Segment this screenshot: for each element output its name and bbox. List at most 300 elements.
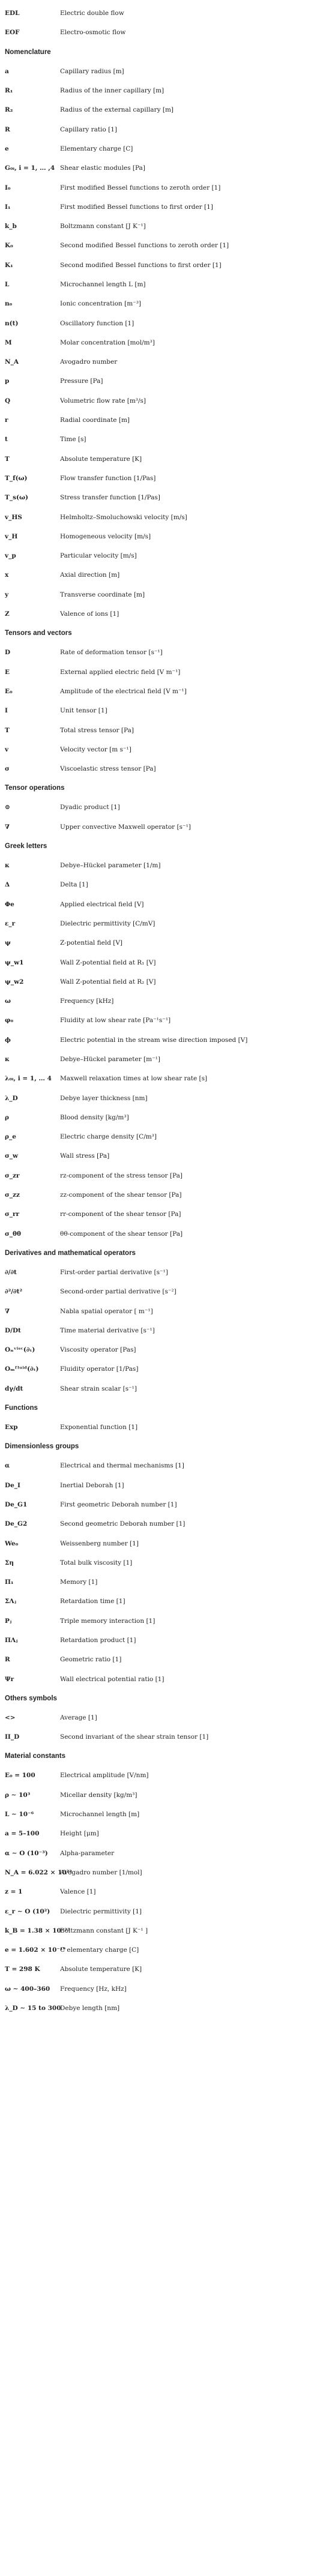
symbol: R₁ [5,87,13,95]
symbol: n₀ [5,300,13,308]
description: Stress transfer function [1/Pas] [60,494,160,502]
description: Wall electrical potential ratio [1] [60,1675,164,1683]
nomenclature-row [5,23,330,42]
nomenclature-row [5,817,330,837]
symbol: Pⱼ [5,1617,12,1625]
nomenclature-row [5,875,330,894]
symbol: ρ_e [5,1133,16,1141]
description: Dielectric permittivity [1] [60,1907,142,1915]
description: rz-component of the stress tensor [Pa] [60,1172,183,1179]
nomenclature-row [5,1844,330,1863]
nomenclature-row [5,100,330,119]
nomenclature-row [5,643,330,662]
description: Second modified Bessel functions to first order [1] [60,261,222,269]
section-title: Functions [5,1404,38,1412]
nomenclature-row [5,1088,330,1107]
section-title: Nomenclature [5,48,51,56]
symbol: G₀ᵢ, i = 1, … ,4 [5,164,55,172]
symbol: ψ [5,939,11,947]
symbol: k_B = 1.38 × 10⁻²³ [5,1927,70,1934]
symbol: T [5,455,10,463]
section [5,43,330,624]
nomenclature-row [5,352,330,372]
symbol: ∂²/∂t² [5,1288,23,1296]
symbol: ϕ [5,1036,11,1044]
nomenclature-row [5,178,330,197]
symbol: a = 5–100 [5,1830,40,1838]
symbol: σ_zr [5,1172,20,1179]
symbol: II_D [5,1733,20,1741]
description: Frequency [Hz, kHz] [60,1985,127,1993]
symbol: ρ [5,1113,9,1121]
nomenclature-row [5,1514,330,1533]
symbol: α [5,1462,10,1470]
symbol: ∇ [5,1307,10,1315]
description: Time material derivative [s⁻¹] [60,1326,155,1334]
description: Maxwell relaxation times at low shear rate [s] [60,1075,208,1083]
description: zz-component of the shear tensor [Pa] [60,1191,182,1199]
symbol: Ψr [5,1675,14,1683]
nomenclature-row [5,914,330,933]
nomenclature-row [5,1031,330,1050]
description: Debye length [nm] [60,2005,120,2012]
symbol: R₂ [5,106,13,114]
symbol: L [5,281,10,288]
description: Nabla spatial operator [ m⁻¹] [60,1307,153,1315]
description: Capillary radius [m] [60,67,124,75]
symbol: We₀ [5,1539,19,1547]
symbol: T_s(ω) [5,494,28,502]
symbol: E₀ [5,687,13,695]
nomenclature-row [5,62,330,81]
symbol: κ [5,862,10,870]
description: Electrical and thermal mechanisms [1] [60,1462,184,1470]
nomenclature-row [5,1612,330,1631]
description: Fluidity at low shear rate [Pa⁻¹s⁻¹] [60,1017,171,1025]
description: Valence of ions [1] [60,610,119,618]
symbol: ⊙ [5,804,10,811]
description: Avogadro number [60,358,118,366]
nomenclature-row [5,740,330,759]
symbol: ε_r ∼ O (10²) [5,1907,50,1915]
description: Elementary charge [C] [60,145,133,152]
symbol: N_A = 6.022 × 10²³ [5,1868,72,1876]
symbol: I₀ [5,184,11,191]
symbol: K₁ [5,261,13,269]
nomenclature-row [5,1127,330,1146]
description: Oscillatory function [1] [60,319,134,327]
nomenclature-row [5,1882,330,1901]
nomenclature-row [5,372,330,391]
description: Triple memory interaction [1] [60,1617,155,1625]
symbol: λ_D ∼ 15 to 300 [5,2005,61,2012]
section [5,1437,330,1689]
nomenclature-row [5,1185,330,1205]
description: Electric double flow [60,10,124,17]
symbol: σ_zz [5,1191,20,1199]
symbol: T [5,726,10,734]
description: Boltzmann constant [J K⁻¹ ] [60,1927,148,1934]
nomenclature-row [5,798,330,817]
symbol: <> [5,1714,16,1721]
nomenclature-row [5,1901,330,1921]
symbol: Π₁ [5,1578,14,1586]
description: Viscosity operator [Pas] [60,1346,136,1354]
nomenclature-row [5,450,330,469]
nomenclature-row [5,565,330,585]
section-title: Greek letters [5,842,47,850]
nomenclature-row [5,507,330,526]
description: Axial direction [m] [60,571,120,579]
description: Wall Z-potential field at R₁ [V] [60,958,156,966]
symbol: v_HS [5,513,22,521]
nomenclature-row [5,1592,330,1611]
nomenclature-row [5,992,330,1011]
symbol: κ [5,1055,10,1063]
symbol: σ_rr [5,1211,20,1218]
nomenclature-row [5,1301,330,1320]
symbol: Exp [5,1424,18,1431]
description: Electro-osmotic flow [60,29,126,37]
description: Memory [1] [60,1578,98,1586]
nomenclature-row [5,1011,330,1030]
nomenclature-row [5,972,330,992]
nomenclature-row [5,1069,330,1088]
symbol: x [5,571,9,579]
description: Absolute temperature [K] [60,455,142,463]
section-title: Tensors and vectors [5,630,72,637]
symbol: k_b [5,223,17,230]
symbol: σ_θθ [5,1230,21,1238]
section [5,624,330,778]
symbol: σ [5,765,10,773]
nomenclature-row [5,313,330,333]
nomenclature-row [5,488,330,507]
description: Second-order partial derivative [s⁻²] [60,1288,177,1296]
description: Electric charge density [C/m³] [60,1133,157,1141]
symbol: I [5,707,8,715]
nomenclature-row [5,1321,330,1340]
symbol: ω [5,998,11,1005]
description: Avogadro number [1/mol] [60,1868,142,1876]
nomenclature-row [5,1669,330,1688]
symbol: v_H [5,532,18,540]
description: First modified Bessel functions to first order [1] [60,203,213,211]
nomenclature-row [5,1921,330,1940]
description: Debye–Hückel parameter [1/m] [60,862,161,870]
nomenclature-row [5,1572,330,1592]
symbol: Δ [5,881,10,889]
description: Pressure [Pa] [60,378,103,385]
section [5,837,330,1244]
nomenclature-row [5,294,330,313]
nomenclature-row [5,430,330,449]
nomenclature-row [5,1960,330,1979]
symbol: σ_w [5,1152,19,1160]
symbol: y [5,591,9,598]
description: Microchannel length L [m] [60,281,146,288]
nomenclature-row [5,1224,330,1244]
symbol: e [5,145,9,152]
nomenclature-row [5,1359,330,1379]
symbol: R [5,125,10,133]
symbol: v_p [5,552,16,560]
description: rr-component of the shear tensor [Pa] [60,1211,181,1218]
nomenclature-row [5,1979,330,1999]
nomenclature-row [5,1727,330,1747]
nomenclature-row [5,139,330,158]
nomenclature-row [5,527,330,546]
nomenclature-row [5,1863,330,1882]
symbol: T_f(ω) [5,474,28,482]
nomenclature-row [5,1553,330,1572]
nomenclature-row [5,1824,330,1843]
description: Delta [1] [60,881,88,889]
nomenclature-row [5,81,330,100]
nomenclature-row [5,894,330,913]
description: Exponential function [1] [60,1424,138,1431]
nomenclature-row [5,469,330,488]
description: Capillary ratio [1] [60,125,118,133]
section [5,778,330,837]
section-title: Dimensionless groups [5,1443,79,1451]
nomenclature-row [5,1999,330,2018]
symbol: EDL [5,10,20,17]
description: Wall stress [Pa] [60,1152,110,1160]
symbol: De_G1 [5,1500,28,1508]
nomenclature-row [5,119,330,139]
description: Microchannel length [m] [60,1811,140,1819]
symbol: L ∼ 10⁻⁶ [5,1811,34,1819]
description: Helmholtz–Smoluchowski velocity [m/s] [60,513,187,521]
description: Applied electrical field [V] [60,900,144,908]
nomenclature-row [5,217,330,236]
symbol: E [5,668,10,676]
section-title: Others symbols [5,1694,57,1702]
symbol: R [5,1656,10,1664]
nomenclature-row [5,1650,330,1669]
description: Electrical amplitude [V/nm] [60,1772,149,1780]
description: Wall Z-potential field at R₂ [V] [60,978,156,986]
description: Rate of deformation tensor [s⁻¹] [60,649,163,657]
symbol: λ₀ᵢ, i = 1, … 4 [5,1075,52,1083]
nomenclature-row [5,701,330,720]
description: Flow transfer function [1/Pas] [60,474,156,482]
nomenclature-row [5,197,330,217]
symbol: ψ_w2 [5,978,24,986]
description: Velocity vector [m s⁻¹] [60,745,131,753]
description: Amplitude of the electrical field [V m⁻¹] [60,687,187,695]
nomenclature-row [5,1108,330,1127]
description: Shear strain scalar [s⁻¹] [60,1385,137,1392]
nomenclature-row [5,256,330,275]
section-title: Material constants [5,1753,65,1760]
symbol: ∇ [5,823,10,831]
description: Geometric ratio [1] [60,1656,122,1664]
nomenclature-row [5,1146,330,1166]
nomenclature-row [5,952,330,972]
description: Boltzmann constant [J K⁻¹] [60,223,146,230]
symbol: Ση [5,1559,14,1566]
description: Radius of the inner capillary [m] [60,87,164,95]
nomenclature-row [5,1263,330,1282]
nomenclature-row [5,1940,330,1960]
description: Dyadic product [1] [60,804,120,811]
description: Ionic concentration [m⁻³] [60,300,142,308]
nomenclature-row [5,1418,330,1437]
description: Retardation product [1] [60,1637,136,1644]
section [5,1398,330,1437]
nomenclature-row [5,158,330,178]
nomenclature-row [5,546,330,565]
description: Height [μm] [60,1830,99,1838]
nomenclature-row [5,933,330,952]
description: θθ-component of the shear tensor [Pa] [60,1230,183,1238]
description: First geometric Deborah number [1] [60,1500,177,1508]
symbol: ∂/∂t [5,1268,17,1276]
nomenclature-row [5,333,330,352]
nomenclature-row [5,1708,330,1727]
description: Molar concentration [mol/m³] [60,339,155,346]
symbol: M [5,339,12,346]
symbol: v [5,745,9,753]
description: Total bulk viscosity [1] [60,1559,133,1566]
description: Alpha-parameter [60,1849,115,1857]
nomenclature-row [5,759,330,778]
nomenclature-row [5,1340,330,1359]
description: Debye–Hückel parameter [m⁻¹] [60,1055,160,1063]
description: Time [s] [60,436,86,444]
symbol: α ∼ O (10⁻³) [5,1849,48,1857]
description: Weissenberg number [1] [60,1539,139,1547]
nomenclature-row [5,856,330,875]
description: Upper convective Maxwell operator [s⁻¹] [60,823,191,831]
description: Radius of the external capillary [m] [60,106,174,114]
description: Frequency [kHz] [60,998,114,1005]
symbol: ψ_w1 [5,958,24,966]
symbol: ε_r [5,919,16,927]
description: Absolute temperature [K] [60,1966,142,1973]
nomenclature-row [5,1166,330,1185]
nomenclature-row [5,391,330,411]
symbol: De_G2 [5,1520,28,1528]
section-title: Tensor operations [5,784,65,792]
description: Radial coordinate [m] [60,417,130,424]
description: First-order partial derivative [s⁻¹] [60,1268,168,1276]
description: Blood density [kg/m³] [60,1113,129,1121]
symbol: t [5,436,8,444]
description: Volumetric flow rate [m³/s] [60,397,146,405]
description: Debye layer thickness [nm] [60,1094,148,1102]
symbol: dγ/dt [5,1385,23,1392]
description: Second invariant of the shear strain tensor [1] [60,1733,209,1741]
description: Homogeneous velocity [m/s] [60,532,151,540]
nomenclature-row [5,236,330,255]
description: External applied electric field [V m⁻¹] [60,668,181,676]
description: Fluidity operator [1/Pas] [60,1365,139,1373]
symbol: K₀ [5,242,13,250]
nomenclature-row [5,585,330,604]
nomenclature-row [5,1805,330,1824]
symbol: n(t) [5,319,19,327]
description: Shear elastic modules [Pa] [60,164,145,172]
symbol: D/Dt [5,1326,21,1334]
nomenclature-row [5,1533,330,1553]
symbol: p [5,378,10,385]
nomenclature-row [5,1786,330,1805]
symbol: ΣΛⱼ [5,1598,16,1605]
description: Particular velocity [m/s] [60,552,137,560]
description: Micellar density [kg/m³] [60,1791,137,1799]
symbol: ρ ∼ 10³ [5,1791,31,1799]
symbol: e = 1.602 × 10⁻¹⁹ [5,1946,66,1954]
description: Retardation time [1] [60,1598,125,1605]
nomenclature-row [5,1205,330,1224]
nomenclature-row [5,411,330,430]
symbol: ω ∼ 400–360 [5,1985,50,1993]
symbol: λ_D [5,1094,18,1102]
description: C elementary charge [C] [60,1946,139,1954]
description: Total stress tensor [Pa] [60,726,134,734]
section [5,1689,330,1747]
section-title: Derivatives and mathematical operators [5,1249,136,1257]
nomenclature-row [5,1495,330,1514]
description: Viscoelastic stress tensor [Pa] [60,765,156,773]
symbol: N_A [5,358,19,366]
symbol: D [5,649,11,657]
description: Average [1] [60,1714,97,1721]
nomenclature-row [5,720,330,739]
description: Transverse coordinate [m] [60,591,145,598]
description: First modified Bessel functions to zeroth order [1] [60,184,221,191]
nomenclature-row [5,1456,330,1475]
symbol: I₁ [5,203,11,211]
symbol: Φe [5,900,14,908]
nomenclature-row [5,663,330,682]
section [5,1747,330,2018]
symbol: r [5,417,8,424]
nomenclature-row [5,1379,330,1398]
symbol: EOF [5,29,20,37]
symbol: Z [5,610,10,618]
section [5,1244,330,1398]
symbol: z = 1 [5,1888,23,1896]
symbol: Oₙᵛⁱˢᶜ(∂ₜ) [5,1346,35,1354]
nomenclature-row [5,1050,330,1069]
symbol: φ₀ [5,1017,14,1025]
nomenclature-row [5,1631,330,1650]
description: Second geometric Deborah number [1] [60,1520,186,1528]
description: Valence [1] [60,1888,96,1896]
symbol: T = 298 K [5,1966,40,1973]
symbol: Q [5,397,11,405]
symbol: a [5,67,9,75]
nomenclature-row [5,604,330,624]
section [5,4,330,43]
description: Second modified Bessel functions to zeroth order [1] [60,242,229,250]
symbol: De_I [5,1481,20,1489]
nomenclature-row [5,682,330,701]
symbol: ΠΛⱼ [5,1637,18,1644]
nomenclature-row [5,1475,330,1494]
description: Unit tensor [1] [60,707,107,715]
nomenclature-row [5,1766,330,1785]
nomenclature-row [5,275,330,294]
symbol: Oₘᶠˡᵘⁱᵈ(∂ₜ) [5,1365,39,1373]
description: Z-potential field [V] [60,939,123,947]
symbol: E₀ = 100 [5,1772,35,1780]
nomenclature-row [5,1282,330,1301]
